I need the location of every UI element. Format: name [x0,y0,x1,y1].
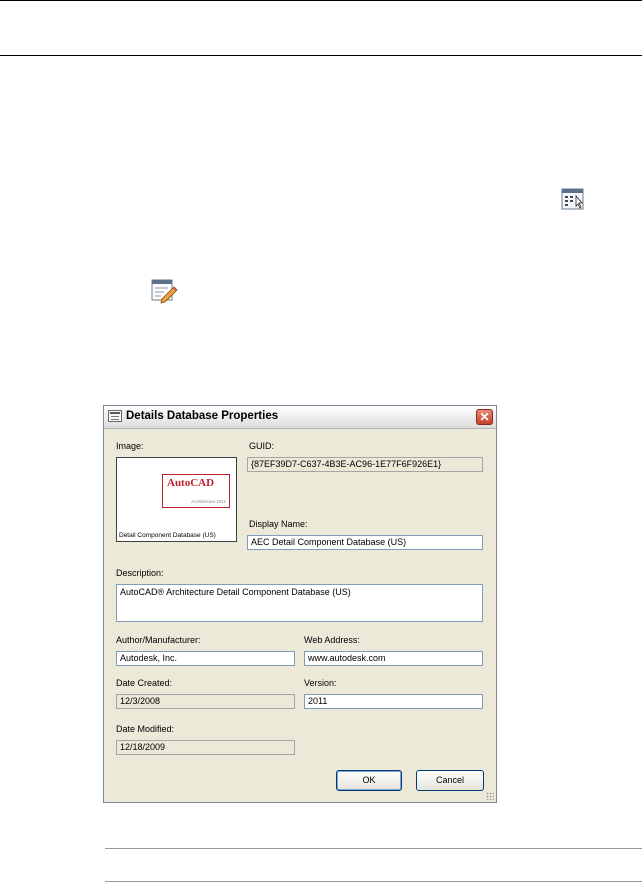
date-modified-label: Date Modified: [116,724,175,734]
title-bar[interactable] [104,406,496,429]
bottom-rule-1 [105,848,642,849]
details-database-properties-dialog [103,405,497,803]
display-name-input[interactable]: AEC Detail Component Database (US) [247,535,483,550]
preview-caption: Detail Component Database (US) [119,532,216,539]
close-button[interactable]: ✕ [476,409,493,425]
autocad-logo [162,474,230,508]
version-label: Version: [304,678,337,688]
description-label: Description: [116,568,164,578]
web-address-input[interactable]: www.autodesk.com [304,651,483,666]
logo-subtext: Architecture 2011 [191,499,226,504]
image-label: Image: [116,441,144,451]
palette-grid-icon [561,187,585,211]
dialog-app-icon [108,410,122,422]
date-created-label: Date Created: [116,678,173,688]
bottom-rule-2 [105,881,642,882]
resize-grip[interactable] [486,792,494,800]
guid-label: GUID: [249,441,275,451]
guid-field: {87EF39D7-C637-4B3E-AC96-1E77F6F926E1} [247,457,483,472]
display-name-label: Display Name: [249,519,308,529]
logo-text: AutoCAD [167,477,215,489]
description-textarea[interactable]: AutoCAD® Architecture Detail Component Database (US) [116,584,483,622]
image-preview[interactable] [116,457,237,542]
dialog-title: Details Database Properties [126,410,279,422]
cancel-button[interactable]: Cancel [416,770,484,791]
ok-button[interactable]: OK [336,770,402,791]
top-rule-1 [0,0,642,1]
edit-pencil-icon [150,278,178,304]
date-modified-field: 12/18/2009 [116,740,295,755]
top-rule-2 [0,55,642,56]
version-input[interactable]: 2011 [304,694,483,709]
web-address-label: Web Address: [304,635,360,645]
author-input[interactable]: Autodesk, Inc. [116,651,295,666]
author-label: Author/Manufacturer: [116,635,201,645]
date-created-field: 12/3/2008 [116,694,295,709]
